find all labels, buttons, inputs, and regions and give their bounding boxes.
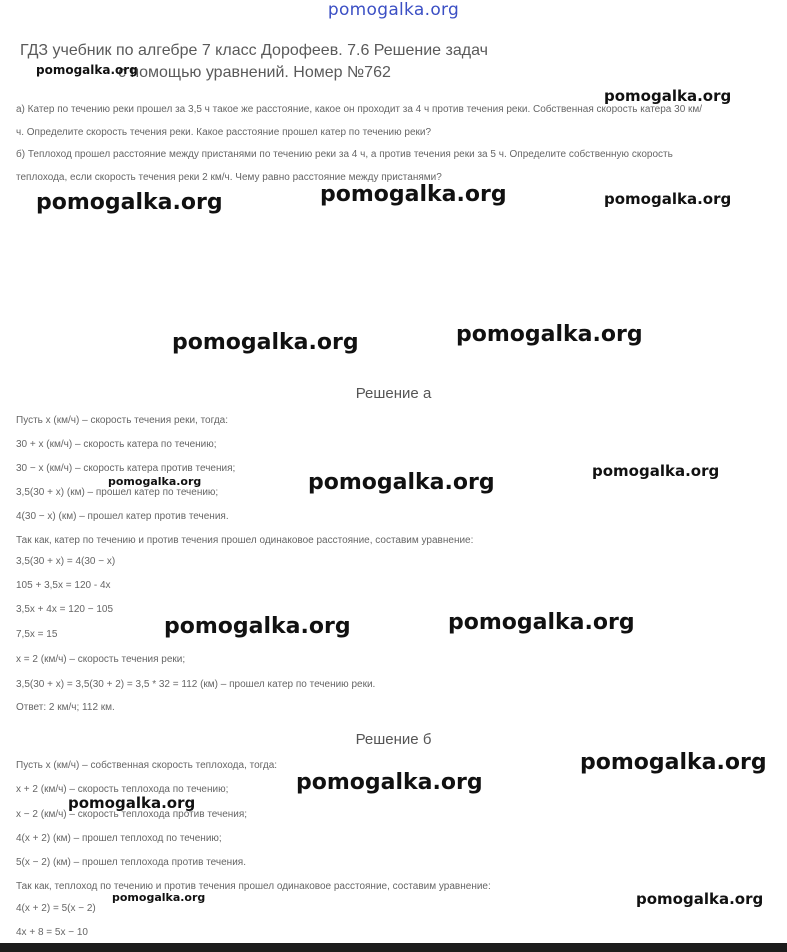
task-b-line1: б) Теплоход прошел расстояние между пристанями по течению реки за 4 ч, а против течения реки за 5 ч. Определите собственную скорость <box>16 149 673 160</box>
solution-b-heading: Решение б <box>355 731 432 748</box>
watermark: pomogalka.org <box>164 614 351 639</box>
solution-b-line: x + 2 (км/ч) – скорость теплохода по течению; <box>16 784 229 795</box>
watermark: pomogalka.org <box>604 87 732 105</box>
watermark: pomogalka.org <box>580 750 767 775</box>
page-title-line2: с помощью уравнений. Номер №762 <box>118 64 391 81</box>
solution-b-line: 4(x + 2) = 5(x − 2) <box>16 903 96 914</box>
watermark: pomogalka.org <box>308 470 495 495</box>
solution-b-line: x − 2 (км/ч) – скорость теплохода против течения; <box>16 809 248 820</box>
watermark: pomogalka.org <box>36 190 223 215</box>
watermark: pomogalka.org <box>448 610 635 635</box>
task-a-line2: ч. Определите скорость течения реки. Какое расстояние прошел катер по течению реки? <box>16 127 432 138</box>
watermark: pomogalka.org <box>172 330 359 355</box>
solution-a-answer: Ответ: 2 км/ч; 112 км. <box>16 702 115 713</box>
task-a-line1: а) Катер по течению реки прошел за 3,5 ч такое же расстояние, какое он проходит за 4 ч против течения реки. Собственная скорость катера 30 км/ <box>16 104 703 115</box>
solution-a-line: Пусть x (км/ч) – скорость течения реки, тогда: <box>16 415 228 426</box>
solution-a-line: 30 + x (км/ч) – скорость катера по течению; <box>16 439 217 450</box>
solution-a-line: 3,5(30 + x) = 4(30 − x) <box>16 556 116 567</box>
solution-a-line: 30 − x (км/ч) – скорость катера против течения; <box>16 463 236 474</box>
solution-a-line: 7,5x = 15 <box>16 629 58 640</box>
solution-b-line: Так как, теплоход по течению и против течения прошел одинаковое расстояние, составим уравнение: <box>16 881 491 892</box>
watermark: pomogalka.org <box>112 891 206 904</box>
solution-b-line: 4x + 8 = 5x − 10 <box>16 927 88 938</box>
watermark: pomogalka.org <box>320 182 507 207</box>
page-title <box>20 40 660 84</box>
watermark: pomogalka.org <box>456 322 643 347</box>
watermark: pomogalka.org <box>68 794 196 812</box>
solution-b-line: Пусть x (км/ч) – собственная скорость теплохода, тогда: <box>16 760 278 771</box>
site-logo[interactable]: pomogalka.org <box>327 0 460 20</box>
task-b-line2: теплохода, если скорость течения реки 2 км/ч. Чему равно расстояние между пристанями? <box>16 172 442 183</box>
watermark: pomogalka.org <box>36 63 138 77</box>
watermark: pomogalka.org <box>636 890 764 908</box>
solution-a-line: 4(30 − x) (км) – прошел катер против течения. <box>16 511 229 522</box>
solution-b-line: 5(x − 2) (км) – прошел теплохода против течения. <box>16 857 246 868</box>
solution-a-line: 105 + 3,5x = 120 - 4x <box>16 580 111 591</box>
solution-a-line: x = 2 (км/ч) – скорость течения реки; <box>16 654 186 665</box>
watermark: pomogalka.org <box>604 190 732 208</box>
page-title-line1: ГДЗ учебник по алгебре 7 класс Дорофеев. 7.6 Решение задач <box>20 42 488 59</box>
solution-b-line: 4(x + 2) (км) – прошел теплоход по течению; <box>16 833 222 844</box>
watermark: pomogalka.org <box>108 475 202 488</box>
solution-a-line: 3,5(30 + x) = 3,5(30 + 2) = 3,5 * 32 = 112 (км) – прошел катер по течению реки. <box>16 679 376 690</box>
solution-a-line: 3,5x + 4x = 120 − 105 <box>16 604 114 615</box>
bottom-bar <box>0 943 787 952</box>
solution-a-line: 3,5(30 + x) (км) – прошел катер по течению; <box>16 487 219 498</box>
watermark: pomogalka.org <box>296 770 483 795</box>
solution-a-line: Так как, катер по течению и против течения прошел одинаковое расстояние, составим уравнение: <box>16 535 474 546</box>
solution-a-heading: Решение а <box>355 385 432 402</box>
watermark: pomogalka.org <box>592 462 720 480</box>
